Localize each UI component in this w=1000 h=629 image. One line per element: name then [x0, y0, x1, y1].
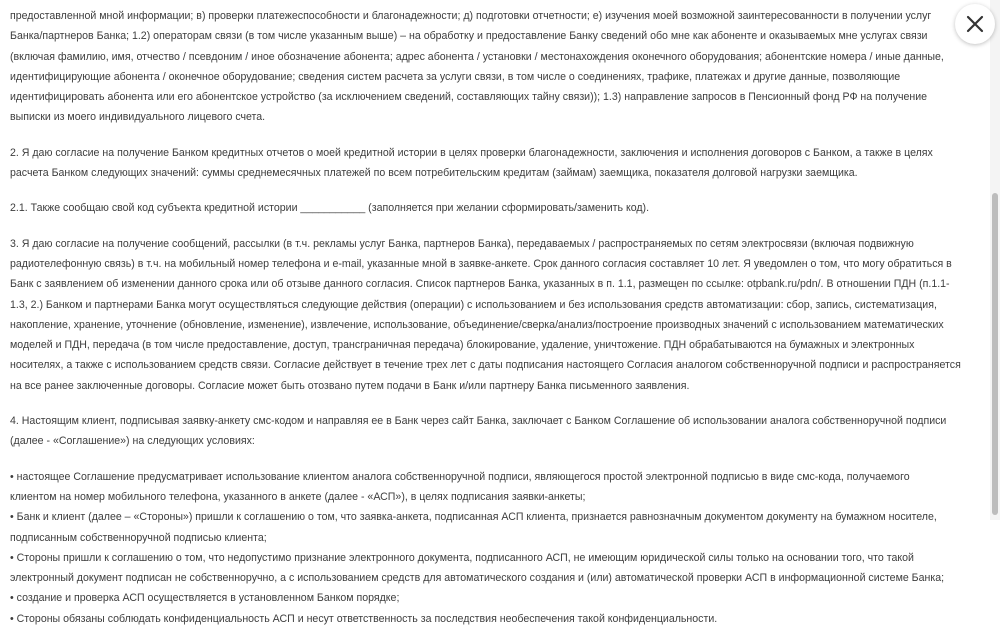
list-item: • Стороны пришли к соглашению о том, что недопустимо признание электронного документа, подписанного АСП, не имеющим юридической силы только на основании того, что такой — [10, 551, 914, 564]
text-line: (далее - «Соглашение») на следующих условиях: — [10, 435, 255, 448]
text-line: накопление, хранение, уточнение (обновление, изменение), извлечение, использование, объединение/сверка/анализ/построение производных значений с использованием математических — [10, 318, 944, 331]
text-line: выписки из моего индивидуального лицевого счета. — [10, 111, 266, 124]
close-icon — [966, 15, 984, 33]
text-line: предоставленной мной информации; в) проверки платежеспособности и благонадежности; д) подготовки отчетности; е) изучения моей возможной заинтересованности в получении услуг — [10, 10, 932, 22]
paragraph-2 — [10, 143, 988, 184]
text-line: 3. Я даю согласие на получение сообщений, рассылки (в т.ч. рекламы услуг Банка, партнеров Банка), передаваемых / распространяемых по сетям электросвязи (включая подвижную — [10, 237, 914, 250]
text-line: 1.3, 2.) Банком и партнерами Банка могут осуществляться следующие действия (операции) с использованием и без использования средств автоматизации: сбор, запись, систематизация, — [10, 298, 937, 311]
text-line: Банк с заявлением об изменении данного срока или об отзыве данного согласия. Список партнеров Банка, указанных в п. 1.1, размещен по ссылке: otpbank.ru/pdn/. В отношении ПДН (п.1.1- — [10, 278, 950, 291]
consent-document — [10, 6, 988, 629]
text-line: идентифицировать абонента или его абонентское устройство (за исключением сведений, составляющих тайну связи)); 1.3) направление запросов в Пенсионный фонд РФ на получение — [10, 91, 928, 104]
list-item: • настоящее Соглашение предусматривает использование клиентом аналога собственноручной подписи, являющегося простой электронной подписью в виде смс-кода, получаемого — [10, 470, 910, 483]
list-item: электронный документ подписан не собственноручно, а с использованием средств для автоматического создания и (или) автоматической проверки АСП в информационной системе Банка; — [10, 572, 945, 585]
text-line: расчета Банком следующих значений: суммы среднемесячных платежей по всем потребительским кредитам (займам) заемщика, показателя долговой нагрузки заемщика. — [10, 167, 858, 180]
list-item: • Стороны обязаны соблюдать конфиденциальность АСП и несут ответственность за последствия необеспечения такой конфиденциальности. — [10, 612, 718, 625]
list-item: • создание и проверка АСП осуществляется в установленном Банком порядке; — [10, 592, 400, 605]
paragraph-2-1 — [10, 198, 988, 218]
text-line: носителях, а также с использованием средств связи. Согласие действует в течение трех лет с даты подписания настоящего Согласия аналогом собственноручной подписи и распространяется — [10, 359, 961, 372]
list-item: • Банк и клиент (далее – «Стороны») пришли к соглашению о том, что заявка-анкета, подписанная АСП клиента, признается равнозначным документом документу на бумажном носителе, — [10, 511, 937, 524]
text-line: моделей и ПДН, передача (в том числе предоставление, доступ, трансграничная передача) блокирование, удаление, уничтожение. ПДН обрабатываются на бумажных и электронных — [10, 339, 915, 352]
paragraph-1 — [10, 6, 988, 128]
list-item: клиентом на номер мобильного телефона, указанного в анкете (далее - «АСП»), в целях подписания заявки-анкеты; — [10, 490, 586, 503]
text-line: радиотелефонную связь) в т.ч. на мобильный номер телефона и e-mail, указанные мной в заявке-анкете. Срок данного согласия составляет 10 лет. Я уведомлен о том, что могу обратиться в — [10, 257, 952, 270]
text-line: 4. Настоящим клиент, подписывая заявку-анкету смс-кодом и направляя ее в Банк через сайт Банка, заключает с Банком Соглашение об использовании аналога собственноручной подписи — [10, 415, 947, 428]
vertical-scrollbar[interactable] — [990, 0, 1000, 520]
text-line: (включая фамилию, имя, отчество / псевдоним / иное обозначение абонента; адрес абонента / установки / местонахождения оконечного оборудования; абонентские номера / иные данные, — [10, 50, 944, 63]
close-button[interactable] — [955, 4, 995, 44]
text-line: 2. Я даю согласие на получение Банком кредитных отчетов о моей кредитной истории в целях проверки благонадежности, заключения и исполнения договоров с Банком, а также в целях — [10, 146, 933, 159]
text-line: Банка/партнеров Банка; 1.2) операторам связи (в том числе указанным выше) – на обработку и предоставление Банку сведений обо мне как абоненте и оказываемых мне услугах связи — [10, 30, 928, 43]
agreement-terms-list — [10, 467, 988, 629]
scrollbar-thumb[interactable] — [992, 193, 998, 515]
paragraph-3 — [10, 234, 988, 396]
text-line: 2.1. Также сообщаю свой код субъекта кредитной истории ___________ (заполняется при желании сформировать/заменить код). — [10, 202, 650, 215]
paragraph-4 — [10, 411, 988, 452]
text-line: идентифицирующие абонента / оконечное оборудование; сведения систем расчета за услуги связи, в том числе о соединениях, трафике, платежах и другие данные, позволяющие — [10, 70, 901, 83]
list-item: подписанным собственноручной подписью клиента; — [10, 531, 267, 544]
text-line: на все ранее заключенные договоры. Согласие может быть отозвано путем подачи в Банк и/или партнеру Банка письменного заявления. — [10, 379, 690, 392]
